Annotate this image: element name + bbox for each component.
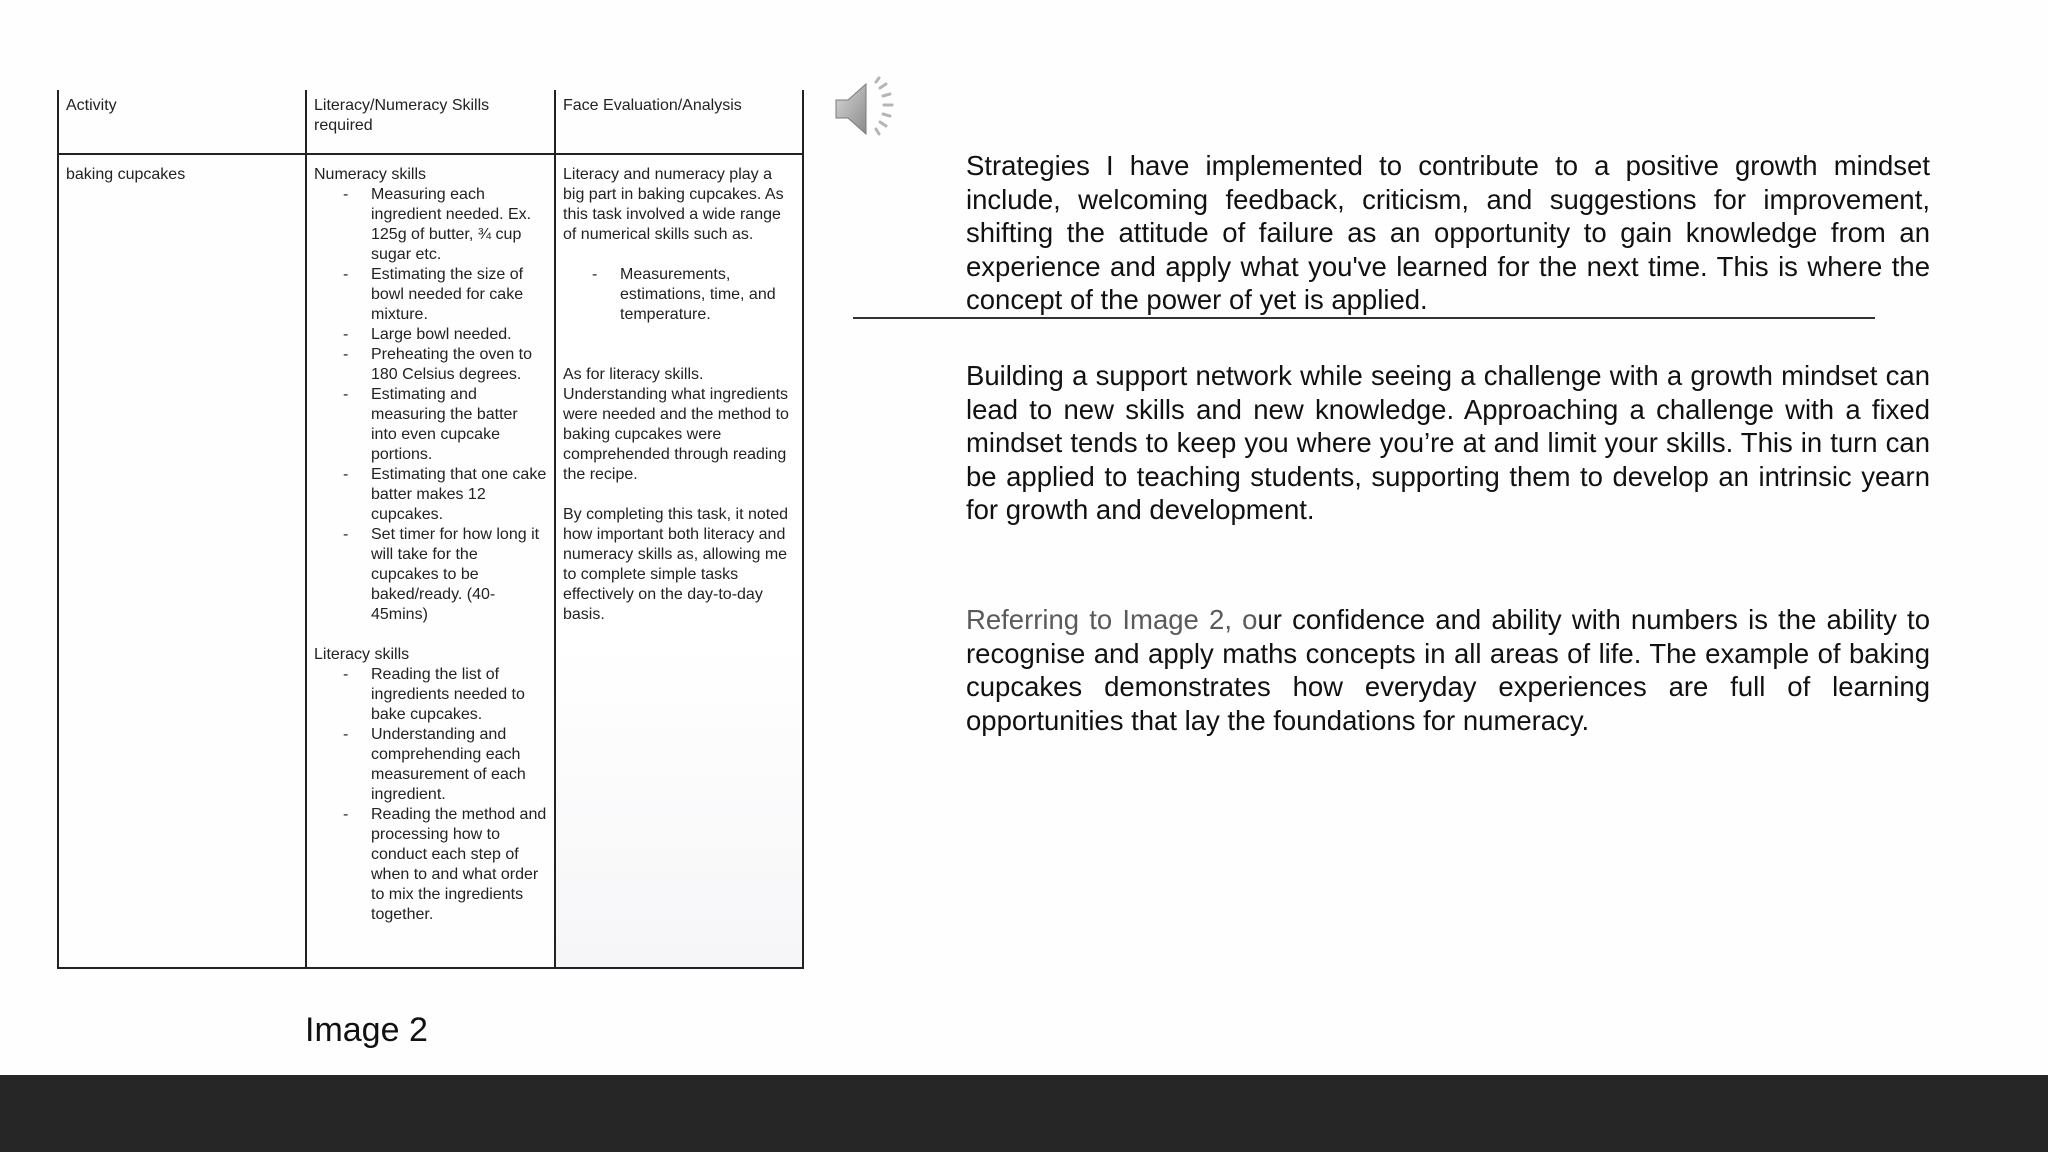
table-row <box>58 154 803 968</box>
paragraph-numeracy-text: ur confidence and ability with numbers is the ability to recognise and apply maths concepts in all areas of life. The example of baking cupcakes demonstrates how everyday experiences are full of learning opportunities that lay the foundations for numeracy. <box>966 604 1930 736</box>
activity-table <box>57 90 804 969</box>
list-item: - Measurements, estimations, time, and temperature. <box>620 265 795 325</box>
paragraph-support-network: Building a support network while seeing a challenge with a growth mindset can lead to new skills and new knowledge. Approaching a challenge with a fixed mindset tends to keep you where you’re at and limit your skills. This in turn can be applied to teaching students, supporting them to develop an intrinsic yearn for growth and development. <box>966 360 1930 525</box>
speaker-icon[interactable] <box>832 74 902 144</box>
image-reference: Referring to Image 2, o <box>966 604 1258 635</box>
list-item: - Estimating that one cake batter makes 12 cupcakes. <box>371 465 547 525</box>
numeracy-list <box>314 185 547 625</box>
list-item: - Reading the list of ingredients needed to bake cupcakes. <box>371 665 547 725</box>
evaluation-conclusion: By completing this task, it noted how important both literacy and numeracy skills as, allowing me to complete simple tasks effectively on the day-to-day basis. <box>563 506 788 623</box>
skills-cell <box>306 154 555 968</box>
numeracy-heading: Numeracy skills <box>314 166 427 183</box>
divider <box>853 317 1875 319</box>
list-item: - Estimating and measuring the batter into even cupcake portions. <box>371 385 547 465</box>
activity-cell: baking cupcakes <box>58 154 306 968</box>
evaluation-intro: Literacy and numeracy play a big part in baking cupcakes. As this task involved a wide range of numerical skills such as. <box>563 166 784 243</box>
header-activity: Activity <box>58 90 306 154</box>
list-item: - Estimating the size of bowl needed for cake mixture. <box>371 265 547 325</box>
evaluation-list <box>563 265 795 325</box>
footer-bar <box>0 1075 2048 1152</box>
list-item: - Measuring each ingredient needed. Ex. 125g of butter, ¾ cup sugar etc. <box>371 185 547 265</box>
list-item: - Large bowl needed. <box>371 325 547 345</box>
list-item: - Reading the method and processing how to conduct each step of when to and what order to mix the ingredients together. <box>371 805 547 925</box>
evaluation-cell <box>555 154 803 968</box>
image-caption: Image 2 <box>305 1011 428 1049</box>
literacy-heading: Literacy skills <box>314 646 410 663</box>
list-item: - Understanding and comprehending each measurement of each ingredient. <box>371 725 547 805</box>
paragraph-growth-mindset: Strategies I have implemented to contribute to a positive growth mindset include, welcoming feedback, criticism, and suggestions for improvement, shifting the attitude of failure as an opportunity to gain knowledge from an experience and apply what you've learned for the next time. This is where the concept of the power of yet is applied. <box>966 150 1930 315</box>
header-skills: Literacy/Numeracy Skills required <box>306 90 555 154</box>
list-item: - Set timer for how long it will take for the cupcakes to be baked/ready. (40-45mins) <box>371 525 547 625</box>
list-item: - Preheating the oven to 180 Celsius degrees. <box>371 345 547 385</box>
table-header-row <box>58 90 803 154</box>
evaluation-literacy: As for literacy skills. Understanding what ingredients were needed and the method to baking cupcakes were comprehended through reading the recipe. <box>563 366 789 483</box>
paragraph-numeracy <box>966 603 1930 737</box>
header-evaluation: Face Evaluation/Analysis <box>555 90 803 154</box>
literacy-list <box>314 665 547 925</box>
